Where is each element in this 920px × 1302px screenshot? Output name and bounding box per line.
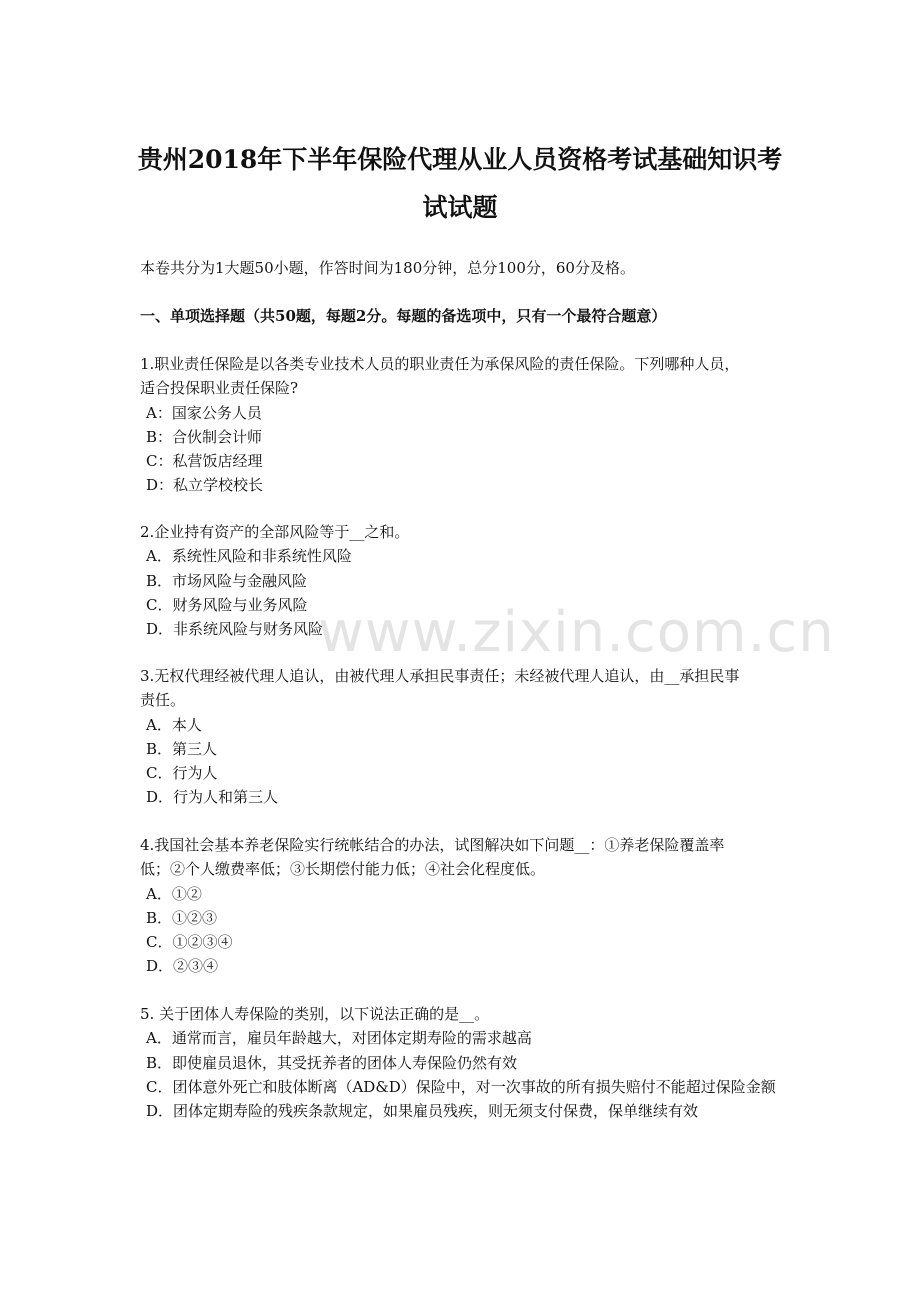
question-stem: 3.无权代理经被代理人追认，由被代理人承担民事责任；未经被代理人追认，由__承担民事: [140, 667, 740, 685]
option-a: A．①②: [146, 884, 202, 903]
option-c: C．行为人: [146, 764, 218, 783]
question-stem: 适合投保职业责任保险?: [140, 379, 299, 398]
option-d: D．团体定期寿险的残疾条款规定，如果雇员残疾，则无须支付保费，保单继续有效: [146, 1102, 699, 1121]
option-a: A．系统性风险和非系统性风险: [146, 547, 352, 566]
question-stem: 4.我国社会基本养老保险实行统帐结合的办法，试图解决如下问题__：①养老保险覆盖率: [140, 836, 725, 854]
option-c: C．团体意外死亡和肢体断离（AD&D）保险中，对一次事故的所有损失赔付不能超过保险金额: [146, 1077, 776, 1096]
document-title-line-1: 贵州2018年下半年保险代理从业人员资格考试基础知识考: [137, 145, 783, 174]
document-title-line-2: 试试题: [422, 193, 498, 222]
option-d: D：私立学校校长: [146, 476, 264, 495]
option-c: C．①②③④: [146, 933, 233, 952]
option-a: A：国家公务人员: [146, 403, 262, 422]
option-c: C．财务风险与业务风险: [146, 595, 308, 614]
option-b: B．即使雇员退休，其受抚养者的团体人寿保险仍然有效: [146, 1053, 518, 1072]
question-3: [140, 664, 790, 810]
option-c: C：私营饭店经理: [146, 452, 263, 471]
watermark: www.zixin.com.cn: [318, 600, 835, 665]
question-stem: 5. 关于团体人寿保险的类别，以下说法正确的是__。: [140, 1005, 490, 1023]
option-b: B．第三人: [146, 739, 218, 758]
question-stem: 2.企业持有资产的全部风险等于__之和。: [140, 523, 410, 541]
question-stem: 1.职业责任保险是以各类专业技术人员的职业责任为承保风险的责任保险。下列哪种人员，: [140, 355, 740, 373]
question-stem: 低；②个人缴费率低；③长期偿付能力低；④社会化程度低。: [140, 860, 546, 879]
option-b: B．市场风险与金融风险: [146, 571, 308, 590]
question-1: [140, 352, 790, 498]
option-a: A．通常而言，雇员年龄越大，对团体定期寿险的需求越高: [146, 1029, 532, 1048]
question-4: [140, 833, 790, 979]
question-2: [140, 520, 790, 641]
option-d: D．②③④: [146, 957, 219, 976]
section-heading: 一、单项选择题（共50题，每题2分。每题的备选项中，只有一个最符合题意）: [140, 307, 667, 325]
option-d: D．非系统风险与财务风险: [146, 620, 324, 639]
exam-intro: 本卷共分为1大题50小题，作答时间为180分钟，总分100分，60分及格。: [140, 259, 635, 277]
option-b: B：合伙制会计师: [146, 427, 263, 446]
option-b: B．①②③: [146, 908, 218, 927]
option-d: D．行为人和第三人: [146, 788, 279, 807]
option-a: A．本人: [146, 715, 202, 734]
question-5: [140, 1002, 790, 1123]
question-stem: 责任。: [140, 691, 186, 710]
